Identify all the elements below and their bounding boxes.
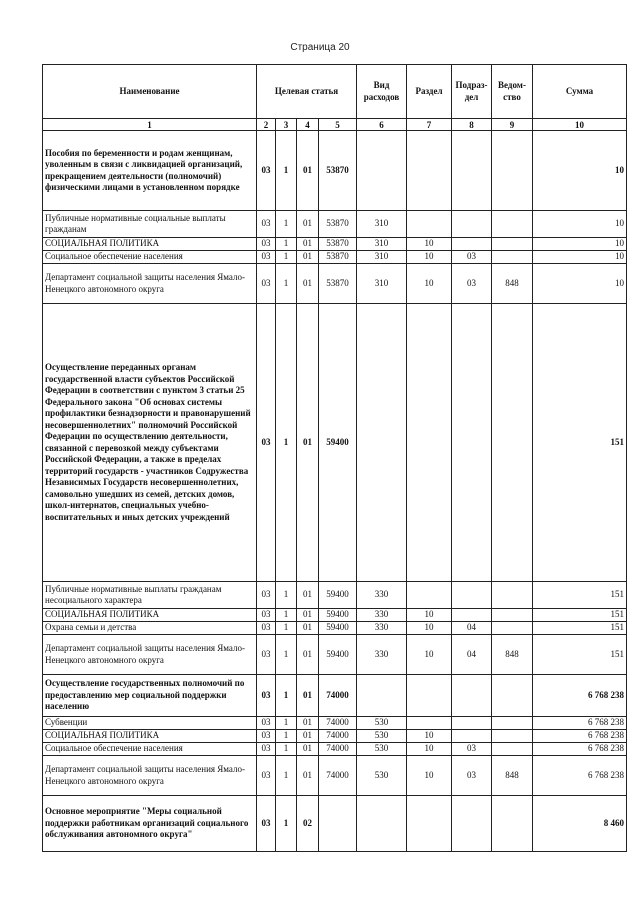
cell-subprogram: 1	[276, 717, 297, 730]
cell-program: 03	[257, 211, 276, 238]
cell-department	[492, 796, 533, 852]
cell-direction: 74000	[319, 730, 357, 743]
table-row	[43, 251, 627, 264]
cell-event: 02	[297, 796, 319, 852]
table-row	[43, 635, 627, 675]
cell-expense-type	[357, 796, 407, 852]
cell-program: 03	[257, 304, 276, 582]
cell-department	[492, 675, 533, 717]
cell-program: 03	[257, 238, 276, 251]
cell-name: Департамент социальной защиты населения Ямало-Ненецкого автономного округа	[43, 264, 257, 304]
cell-event: 01	[297, 238, 319, 251]
cell-sum: 10	[533, 131, 627, 211]
cell-section: 10	[407, 238, 452, 251]
cell-section	[407, 675, 452, 717]
cell-direction: 59400	[319, 582, 357, 609]
cell-section	[407, 131, 452, 211]
header-section: Раздел	[407, 65, 452, 119]
cell-name: СОЦИАЛЬНАЯ ПОЛИТИКА	[43, 238, 257, 251]
cell-subprogram: 1	[276, 675, 297, 717]
table-row	[43, 743, 627, 756]
cell-subprogram: 1	[276, 582, 297, 609]
cell-section	[407, 304, 452, 582]
cell-department	[492, 304, 533, 582]
cell-subprogram: 1	[276, 635, 297, 675]
cell-name: Охрана семьи и детства	[43, 622, 257, 635]
cell-name: Социальное обеспечение населения	[43, 251, 257, 264]
cell-department	[492, 211, 533, 238]
cell-direction	[319, 796, 357, 852]
cell-direction: 53870	[319, 131, 357, 211]
cell-program: 03	[257, 251, 276, 264]
cell-event: 01	[297, 675, 319, 717]
cell-department	[492, 743, 533, 756]
cell-department	[492, 238, 533, 251]
cell-subprogram: 1	[276, 622, 297, 635]
cell-name: Публичные нормативные социальные выплаты гражданам	[43, 211, 257, 238]
cell-name: СОЦИАЛЬНАЯ ПОЛИТИКА	[43, 609, 257, 622]
cell-direction: 53870	[319, 211, 357, 238]
table-row	[43, 622, 627, 635]
table-row	[43, 756, 627, 796]
index-cell: 7	[407, 119, 452, 131]
cell-subsection	[452, 131, 492, 211]
cell-program: 03	[257, 796, 276, 852]
index-cell: 2	[257, 119, 276, 131]
cell-subsection: 03	[452, 264, 492, 304]
cell-sum: 6 768 238	[533, 756, 627, 796]
cell-event: 01	[297, 211, 319, 238]
cell-program: 03	[257, 635, 276, 675]
cell-subprogram: 1	[276, 251, 297, 264]
cell-subsection	[452, 238, 492, 251]
cell-event: 01	[297, 717, 319, 730]
cell-department: 848	[492, 635, 533, 675]
cell-program: 03	[257, 264, 276, 304]
cell-sum: 10	[533, 211, 627, 238]
page-number-label: Страница 20	[290, 42, 350, 53]
cell-subprogram: 1	[276, 796, 297, 852]
cell-section: 10	[407, 609, 452, 622]
cell-sum: 10	[533, 238, 627, 251]
cell-department: 848	[492, 264, 533, 304]
cell-name: Департамент социальной защиты населения Ямало-Ненецкого автономного округа	[43, 635, 257, 675]
cell-name: Осуществление государственных полномочий по предоставлению мер социальной поддержки населению	[43, 675, 257, 717]
cell-expense-type: 530	[357, 756, 407, 796]
cell-expense-type: 530	[357, 730, 407, 743]
cell-direction: 53870	[319, 238, 357, 251]
cell-name: Субвенции	[43, 717, 257, 730]
cell-sum: 151	[533, 622, 627, 635]
cell-event: 01	[297, 582, 319, 609]
cell-subprogram: 1	[276, 131, 297, 211]
table-row	[43, 304, 627, 582]
cell-event: 01	[297, 730, 319, 743]
cell-expense-type: 530	[357, 743, 407, 756]
table-row	[43, 609, 627, 622]
cell-expense-type	[357, 675, 407, 717]
cell-name: Основное мероприятие "Меры социальной поддержки работникам организаций социального обслуживания автономного округа"	[43, 796, 257, 852]
cell-event: 01	[297, 635, 319, 675]
cell-subsection	[452, 675, 492, 717]
cell-sum: 10	[533, 264, 627, 304]
cell-expense-type: 330	[357, 622, 407, 635]
cell-direction: 74000	[319, 743, 357, 756]
cell-subsection	[452, 582, 492, 609]
cell-expense-type	[357, 131, 407, 211]
cell-direction: 53870	[319, 251, 357, 264]
index-cell: 1	[43, 119, 257, 131]
cell-event: 01	[297, 609, 319, 622]
cell-program: 03	[257, 756, 276, 796]
header-type: Вид расходов	[357, 65, 407, 119]
cell-section: 10	[407, 622, 452, 635]
cell-name: Осуществление переданных органам государственной власти субъектов Российской Федерации в соответствии с пунктом 3 статьи 25 Федерального закона "Об основах системы профилактики безнадзорности и правонарушений несовершеннолетних" полномочий Российской Федерации по осуществлению деятельности, связанной с перевозкой между субъектами Российской Федерации, а также в пределах территорий государств - участников Содружества Независимых Государств несовершеннолетних, самовольно ушедших из семей, детских домов, школ-интернатов, специальных учебно-воспитательных и иных детских учреждений	[43, 304, 257, 582]
cell-expense-type: 310	[357, 264, 407, 304]
cell-direction: 59400	[319, 304, 357, 582]
cell-name: Публичные нормативные выплаты гражданам несоциального характера	[43, 582, 257, 609]
header-sum: Сумма	[533, 65, 627, 119]
header-dept: Ведом-ство	[492, 65, 533, 119]
cell-sum: 151	[533, 582, 627, 609]
cell-section: 10	[407, 730, 452, 743]
cell-direction: 59400	[319, 609, 357, 622]
table-row	[43, 796, 627, 852]
cell-expense-type: 330	[357, 609, 407, 622]
cell-sum: 151	[533, 304, 627, 582]
cell-subprogram: 1	[276, 238, 297, 251]
cell-expense-type: 530	[357, 717, 407, 730]
cell-event: 01	[297, 743, 319, 756]
cell-department	[492, 730, 533, 743]
cell-program: 03	[257, 131, 276, 211]
cell-event: 01	[297, 264, 319, 304]
cell-department	[492, 609, 533, 622]
cell-direction: 74000	[319, 756, 357, 796]
cell-expense-type: 330	[357, 635, 407, 675]
index-cell: 10	[533, 119, 627, 131]
cell-subsection	[452, 796, 492, 852]
cell-direction: 74000	[319, 717, 357, 730]
cell-sum: 6 768 238	[533, 675, 627, 717]
cell-subsection: 04	[452, 622, 492, 635]
cell-subprogram: 1	[276, 730, 297, 743]
header-row	[43, 65, 627, 119]
cell-subsection	[452, 609, 492, 622]
cell-program: 03	[257, 717, 276, 730]
cell-department	[492, 251, 533, 264]
cell-section: 10	[407, 251, 452, 264]
cell-subprogram: 1	[276, 264, 297, 304]
table-row	[43, 730, 627, 743]
cell-subprogram: 1	[276, 743, 297, 756]
cell-event: 01	[297, 622, 319, 635]
cell-direction: 59400	[319, 622, 357, 635]
table-row	[43, 131, 627, 211]
cell-sum: 8 460	[533, 796, 627, 852]
cell-sum: 6 768 238	[533, 717, 627, 730]
table-row	[43, 238, 627, 251]
cell-sum: 151	[533, 635, 627, 675]
cell-subprogram: 1	[276, 756, 297, 796]
cell-name: Департамент социальной защиты населения Ямало-Ненецкого автономного округа	[43, 756, 257, 796]
cell-subsection	[452, 304, 492, 582]
index-cell: 8	[452, 119, 492, 131]
table-row	[43, 264, 627, 304]
cell-direction: 74000	[319, 675, 357, 717]
cell-sum: 6 768 238	[533, 743, 627, 756]
cell-program: 03	[257, 609, 276, 622]
cell-expense-type: 310	[357, 211, 407, 238]
cell-section: 10	[407, 743, 452, 756]
cell-section: 10	[407, 635, 452, 675]
table-row	[43, 582, 627, 609]
cell-sum: 151	[533, 609, 627, 622]
cell-direction: 53870	[319, 264, 357, 304]
cell-department	[492, 717, 533, 730]
cell-program: 03	[257, 675, 276, 717]
cell-subsection	[452, 730, 492, 743]
index-cell: 6	[357, 119, 407, 131]
cell-section: 10	[407, 756, 452, 796]
cell-section	[407, 211, 452, 238]
cell-subsection: 03	[452, 756, 492, 796]
cell-program: 03	[257, 582, 276, 609]
budget-table	[42, 64, 627, 852]
cell-event: 01	[297, 304, 319, 582]
header-target: Целевая статья	[257, 65, 357, 119]
index-cell: 9	[492, 119, 533, 131]
cell-sum: 6 768 238	[533, 730, 627, 743]
cell-name: СОЦИАЛЬНАЯ ПОЛИТИКА	[43, 730, 257, 743]
table-row	[43, 717, 627, 730]
cell-subsection	[452, 211, 492, 238]
cell-sum: 10	[533, 251, 627, 264]
index-cell: 3	[276, 119, 297, 131]
cell-subprogram: 1	[276, 609, 297, 622]
cell-program: 03	[257, 622, 276, 635]
cell-expense-type	[357, 304, 407, 582]
cell-department	[492, 622, 533, 635]
cell-subprogram: 1	[276, 304, 297, 582]
cell-expense-type: 330	[357, 582, 407, 609]
cell-program: 03	[257, 730, 276, 743]
cell-subsection: 03	[452, 251, 492, 264]
cell-expense-type: 310	[357, 251, 407, 264]
cell-name: Пособия по беременности и родам женщинам, уволенным в связи с ликвидацией организаций, прекращением деятельности (полномочий) физическими лицами в установленном порядке	[43, 131, 257, 211]
index-cell: 5	[319, 119, 357, 131]
cell-subsection	[452, 717, 492, 730]
table-row	[43, 211, 627, 238]
cell-subprogram: 1	[276, 211, 297, 238]
index-row	[43, 119, 627, 131]
cell-event: 01	[297, 251, 319, 264]
cell-department: 848	[492, 756, 533, 796]
header-name: Наименование	[43, 65, 257, 119]
cell-event: 01	[297, 756, 319, 796]
cell-section	[407, 717, 452, 730]
cell-event: 01	[297, 131, 319, 211]
cell-department	[492, 131, 533, 211]
table-row	[43, 675, 627, 717]
cell-program: 03	[257, 743, 276, 756]
cell-subsection: 03	[452, 743, 492, 756]
cell-department	[492, 582, 533, 609]
cell-section	[407, 582, 452, 609]
cell-name: Социальное обеспечение населения	[43, 743, 257, 756]
cell-section	[407, 796, 452, 852]
cell-section: 10	[407, 264, 452, 304]
cell-expense-type: 310	[357, 238, 407, 251]
index-cell: 4	[297, 119, 319, 131]
cell-direction: 59400	[319, 635, 357, 675]
cell-subsection: 04	[452, 635, 492, 675]
header-subsection: Подраз-дел	[452, 65, 492, 119]
